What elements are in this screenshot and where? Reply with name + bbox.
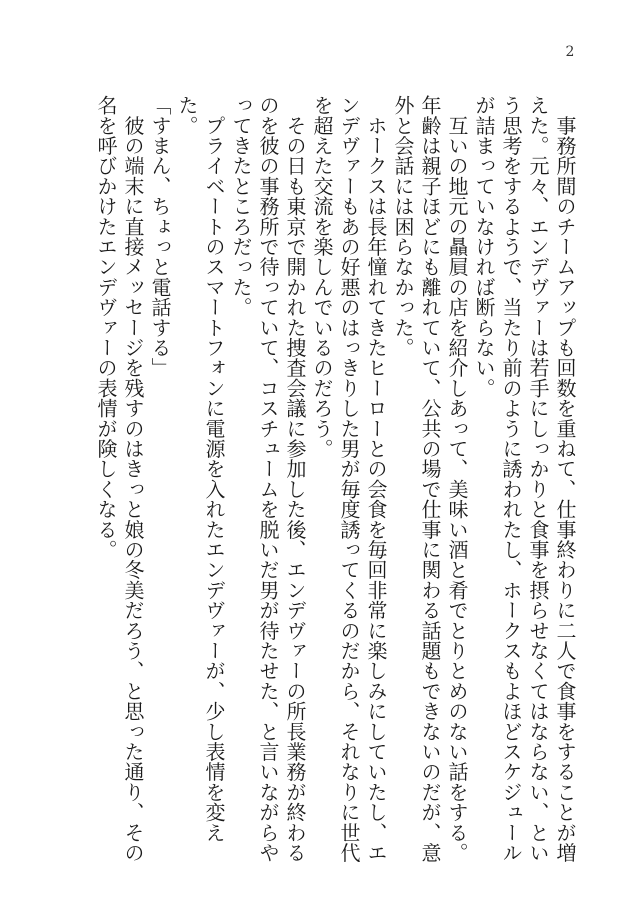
- page-number: 2: [565, 44, 575, 60]
- paragraph: 事務所間のチームアップも回数を重ねて、仕事終わりに二人で食事をすることが増えた。元々、エンデヴァーは若手にしっかりと食事を摂らせなくてはならない、という思考をするようで、当たり前のように誘われたし、ホークスもよほどスケジュールが詰まっていなければ断らない。: [472, 95, 577, 863]
- body-text: [78, 95, 578, 865]
- paragraph: その日も東京で開かれた捜査会議に参加した後、エンデヴァーの所長業務が終わるのを彼の事務所で待っていて、コスチュームを脱いだ男が待たせた、と言いながらやってきたところだった。: [229, 95, 307, 863]
- paragraph: プライベートのスマートフォンに電源を入れたエンデヴァーが、少し表情を変えた。: [175, 95, 226, 843]
- paragraph: 互いの地元の贔屓の店を紹介しあって、美味い酒と肴でとりとめのない話をする。年齢は親子ほどにも離れていて、公共の場で仕事に関わる話題もできないのだが、意外と会話には困らなかった。: [391, 95, 469, 863]
- paragraph: 彼の端末に直接メッセージを残すのはきっと娘の冬美だろう、と思った通り、その名を呼びかけたエンデヴァーの表情が険しくなる。: [94, 95, 145, 863]
- paragraph: ホークスは長年憧れてきたヒーローとの会食を毎回非常に楽しみにしていたし、エンデヴァーもあの好悪のはっきりした男が毎度誘ってくるのだから、それなりに世代を超えた交流を楽しんでいるのだろう。: [310, 95, 388, 863]
- dialogue-line: 「すまん、ちょっと電話する」: [148, 95, 172, 378]
